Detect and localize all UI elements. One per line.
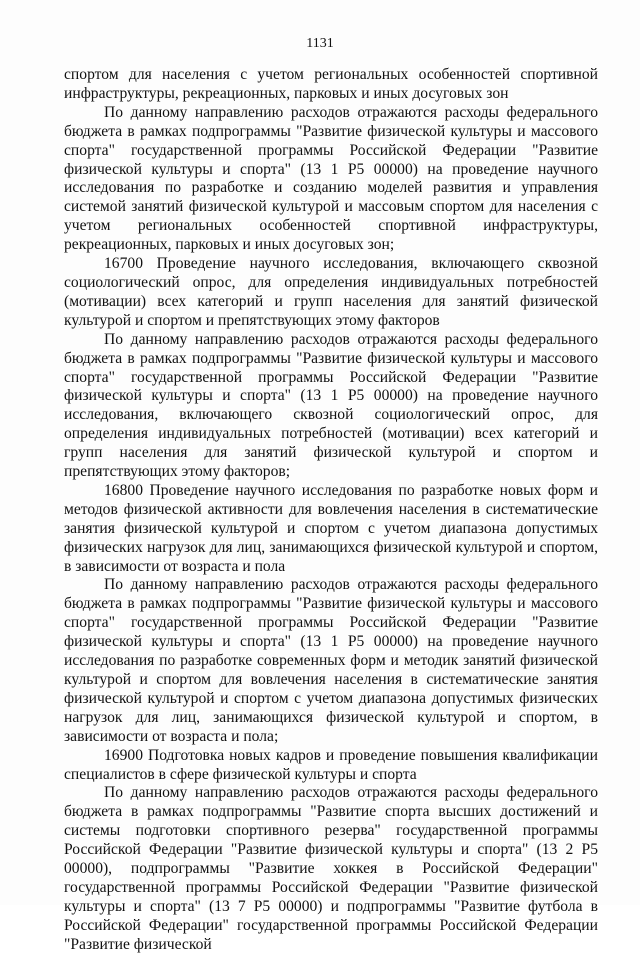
paragraph-description: По данному направлению расходов отражаются расходы федерального бюджета в рамках подпрограммы "Развитие спорта высших достижений и системы подготовки спортивного резерва" государственной программы Российской Федерации "Развитие физической культуры и спорта" (13 2 P5 00000), подпрограммы "Развитие хоккея в Российской Федерации" государственной программы Российской Федерации "Развитие физической культуры и спорта" (13 7 P5 00000) и подпрограммы "Развитие футбола в Российской Федерации" государственной программы Российской Федерации "Развитие физической [64, 784, 598, 953]
paragraph-description: По данному направлению расходов отражаются расходы федерального бюджета в рамках подпрограммы "Развитие физической культуры и массового спорта" государственной программы Российской Федерации "Развитие физической культуры и спорта" (13 1 P5 00000) на проведение научного исследования по разработке и созданию моделей развития и управления системой занятий физической культурой и массовым спортом для населения с учетом региональных особенностей спортивной инфраструктуры, рекреационных, парковых и иных досуговых зон; [64, 103, 598, 254]
paragraph-expense-item-16900: 16900 Подготовка новых кадров и проведение повышения квалификации специалистов в сфере физической культуры и спорта [64, 746, 598, 783]
paragraph-description: По данному направлению расходов отражаются расходы федерального бюджета в рамках подпрограммы "Развитие физической культуры и массового спорта" государственной программы Российской Федерации "Развитие физической культуры и спорта" (13 1 P5 00000) на проведение научного исследования по разработке современных форм и методик занятий физической культурой и спортом для вовлечения населения в систематические занятия физической культурой и спортом с учетом диапазона допустимых физических нагрузок для лиц, занимающихся физической культурой и спортом, в зависимости от возраста и пола; [64, 576, 598, 745]
document-body [64, 66, 598, 955]
paragraph-expense-item-16800: 16800 Проведение научного исследования по разработке новых форм и методов физической активности для вовлечения населения в систематические занятия физической культурой и спортом с учетом диапазона допустимых физических нагрузок для лиц, занимающихся физической культурой и спортом, в зависимости от возраста и пола [64, 481, 598, 575]
paragraph-continuation: спортом для населения с учетом региональных особенностей спортивной инфраструктуры, рекреационных, парковых и иных досуговых зон [64, 66, 598, 102]
paragraph-expense-item-16700: 16700 Проведение научного исследования, включающего сквозной социологический опрос, для определения индивидуальных потребностей (мотивации) всех категорий и групп населения для занятий физической культурой и спортом и препятствующих этому факторов [64, 255, 598, 329]
page-number: 1131 [306, 36, 334, 51]
paragraph-description: По данному направлению расходов отражаются расходы федерального бюджета в рамках подпрограммы "Развитие физической культуры и массового спорта" государственной программы Российской Федерации "Развитие физической культуры и спорта" (13 1 P5 00000) на проведение научного исследования, включающего сквозной социологический опрос, для определения индивидуальных потребностей (мотивации) всех категорий и групп населения для занятий физической культурой и спортом и препятствующих этому факторов; [64, 330, 598, 481]
